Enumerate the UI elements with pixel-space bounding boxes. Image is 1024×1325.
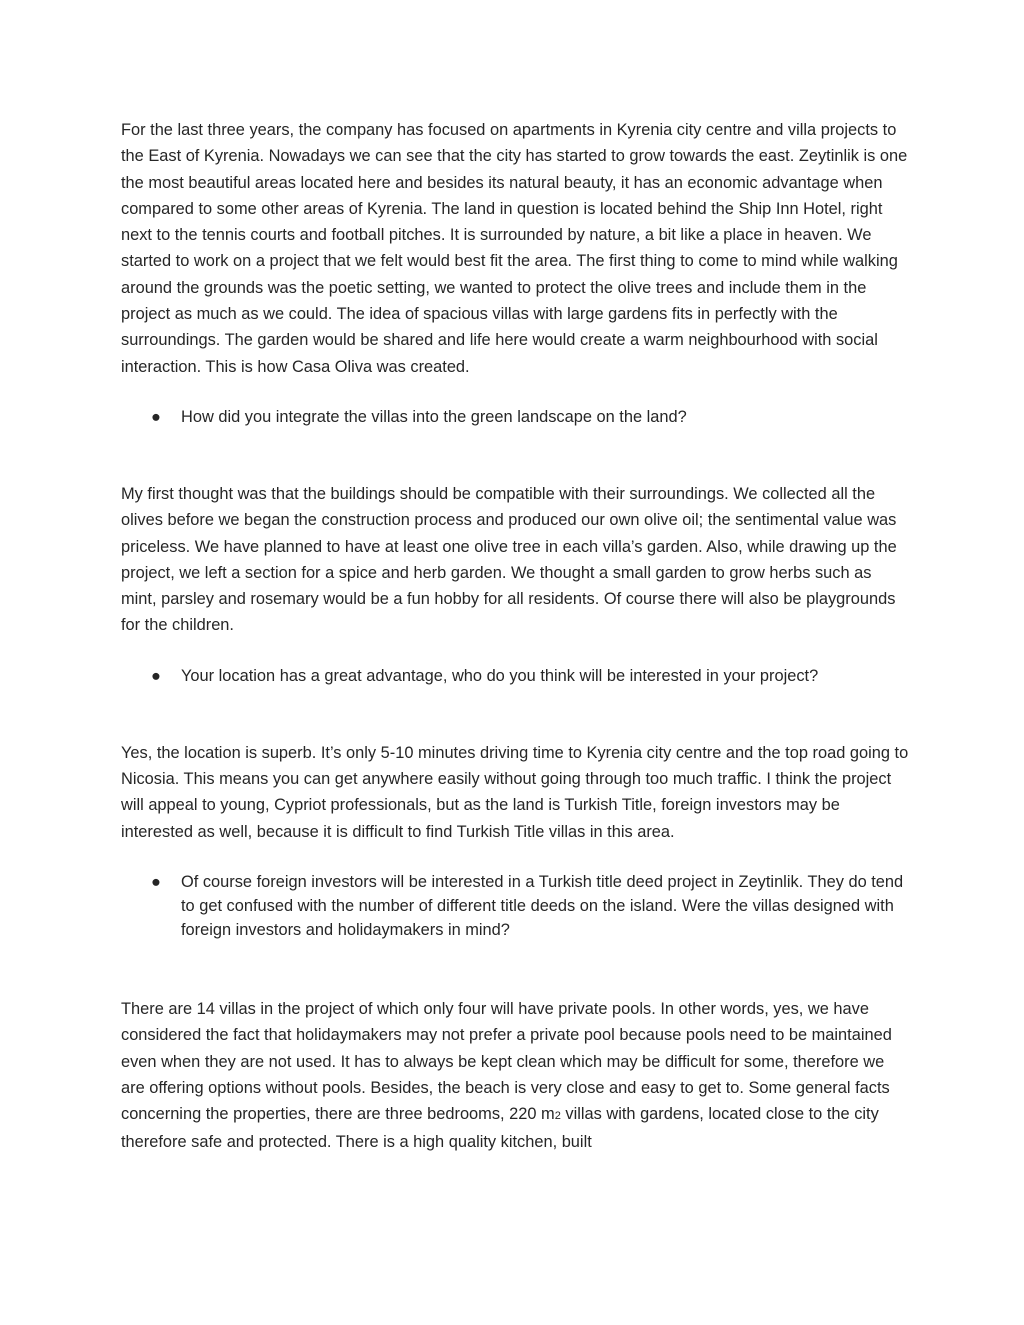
paragraph-intro: For the last three years, the company has focused on apartments in Kyrenia city centre and villa projects to the East of Kyrenia. Nowadays we can see that the city has started to grow towards the east. Zeytinlik is one the most beautiful areas located here and besides its natural beauty, it has an economic advantage when compared to some other areas of Kyrenia. The land in question is located behind the Ship Inn Hotel, right next to the tennis courts and football pitches. It is surrounded by nature, a bit like a place in heaven. We started to work on a project that we felt would best fit the area. The first thing to come to mind while walking around the grounds was the poetic setting, we wanted to protect the olive trees and include them in the project as much as we could. The idea of spacious villas with large gardens fits in perfectly with the surroundings. The garden would be shared and life here would create a warm neighbourhood with social interaction. This is how Casa Oliva was created. — [121, 121, 908, 376]
paragraph-villas-answer — [121, 996, 911, 1156]
paragraph-text-part: villas with gardens, located close to the city therefore safe and protected. There is a high quality kitchen, built — [121, 1105, 879, 1152]
area-unit-mark: 2 — [554, 1110, 561, 1123]
bullet-point-icon: ● — [151, 666, 161, 685]
question-bullet-investors — [121, 870, 911, 942]
paragraph-location-answer: Yes, the location is superb. It’s only 5-10 minutes driving time to Kyrenia city centre and the top road going to Nicosia. This means you can get anywhere easily without going through too much traffic. I think the project will appeal to young, Cypriot professionals, but as the land is Turkish Title, foreign investors may be interested as well, because it is difficult to find Turkish Title villas in this area. — [121, 743, 909, 841]
bullet-point-icon: ● — [151, 872, 161, 891]
paragraph-text-part: There are 14 villas in the project of which only four will have private pools. In other words, yes, we have considered the fact that holidaymakers may not prefer a private pool because pools need to be maintained even when they are not used. It has to always be kept clean which may be difficult for some, therefore we are offering options without pools. Besides, the beach is very close and easy to get to. Some general facts concerning the properties, there are three bedrooms, 220 m — [121, 999, 892, 1124]
question-text: Of course foreign investors will be interested in a Turkish title deed project in Zeytinlik. They do tend to get confused with the number of different title deeds on the island. Were the villas designed with foreign investors and holidaymakers in mind? — [181, 872, 904, 939]
question-text: Your location has a great advantage, who do you think will be interested in your project? — [181, 666, 819, 685]
question-text: How did you integrate the villas into the green landscape on the land? — [181, 407, 687, 426]
paragraph-landscape-answer: My first thought was that the buildings should be compatible with their surroundings. We collected all the olives before we began the construction process and produced our own olive oil; the sentimental value was priceless. We have planned to have at least one olive tree in each villa’s garden. Also, while drawing up the project, we left a section for a spice and herb garden. We thought a small garden to grow herbs such as mint, parsley and rosemary would be a fun hobby for all residents. Of course there will also be playgrounds for the children. — [121, 484, 897, 635]
question-bullet-landscape — [121, 405, 911, 429]
document-body — [121, 117, 911, 1156]
question-bullet-location — [121, 664, 911, 688]
bullet-point-icon: ● — [151, 407, 161, 426]
